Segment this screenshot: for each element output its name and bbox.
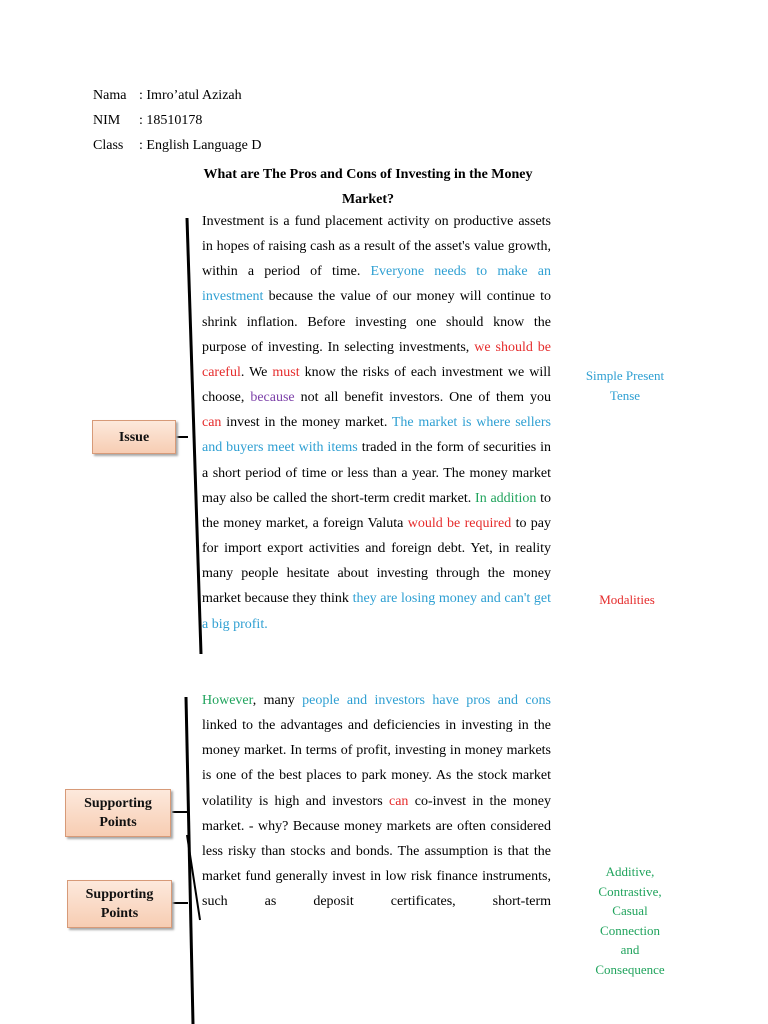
p1-text-5: . We bbox=[240, 364, 273, 380]
supporting-label-2b: Points bbox=[100, 906, 139, 921]
supporting-label-1b: Points bbox=[99, 815, 137, 830]
p1-text-11: invest in the money market. bbox=[221, 415, 392, 431]
p1-highlight-everyone: Everyone needs to make an investment bbox=[202, 264, 551, 305]
note-simple-present bbox=[565, 366, 685, 405]
supporting-label-1a: Supporting bbox=[84, 796, 152, 811]
title-line-1: What are The Pros and Cons of Investing in the Money bbox=[203, 167, 533, 182]
header-name-key: Nama bbox=[93, 88, 127, 103]
p1-highlight-would-be-required: would be required bbox=[407, 515, 512, 531]
p2-text-2: , many bbox=[252, 693, 303, 708]
note-conjunctions bbox=[570, 862, 690, 979]
p1-text-13: traded in the form of securities in a short period of time or less than a year. The money market may also be called the short-term credit market. bbox=[202, 440, 552, 506]
note-simple-present-a: Simple Present bbox=[585, 368, 665, 383]
p1-highlight-careful: we should be careful bbox=[202, 339, 551, 380]
p1-highlight-can: can bbox=[202, 415, 222, 431]
header-class-key: Class bbox=[93, 138, 124, 153]
support-bracket-line bbox=[186, 697, 193, 1024]
header-nim-value: : 18510178 bbox=[139, 113, 203, 128]
p1-highlight-losing-money: they are losing money and can't get a big profit. bbox=[202, 591, 551, 632]
note-conj-4: Connection bbox=[600, 922, 660, 938]
p2-highlight-can: can bbox=[389, 793, 409, 809]
header-nim-key: NIM bbox=[93, 113, 121, 128]
p1-text-9: not all benefit investors. One of them you bbox=[294, 390, 551, 406]
p1-highlight-must: must bbox=[272, 364, 300, 380]
note-modalities bbox=[567, 590, 687, 610]
supporting-points-box-2 bbox=[67, 880, 172, 928]
note-simple-present-b: Tense bbox=[609, 387, 641, 403]
title-line-2: Market? bbox=[341, 192, 395, 207]
supporting-points-box-1 bbox=[65, 789, 171, 837]
p2-highlight-people: people and investors have pros and cons bbox=[302, 693, 551, 708]
p1-highlight-in-addition: In addition bbox=[475, 490, 537, 506]
p1-text-7: know the risks of each investment we will choose, bbox=[202, 364, 551, 406]
p1-text-3: because the value of our money will continue to shrink inflation. Before investing one should know the purpose of investing. In selecting investments, bbox=[202, 289, 551, 355]
p1-text-17: to pay for import export activities and foreign debt. Yet, in reality many people hesitate about investing through the money market because they think bbox=[202, 515, 551, 607]
p2-highlight-however: However bbox=[202, 693, 253, 708]
paragraph-issue bbox=[202, 209, 551, 637]
note-conj-3: Casual bbox=[612, 903, 648, 918]
issue-label: Issue bbox=[118, 429, 150, 445]
issue-bracket-line bbox=[187, 218, 201, 654]
note-modalities-text: Modalities bbox=[599, 592, 655, 607]
p1-text-1: Investment is a fund placement activity on productive assets in hopes of raising cash as a result of the asset's value growth, within a period of time. bbox=[202, 214, 551, 280]
header-class-value: : English Language D bbox=[139, 138, 262, 153]
note-conj-2: Contrastive, bbox=[598, 883, 662, 899]
header-name-value: : Imro’atul Azizah bbox=[139, 88, 242, 103]
p2-text-4: linked to the advantages and deficiencies in investing in the money market. In terms of profit, investing in money markets is one of the best places to park money. As the stock market volatility is high and investors bbox=[202, 718, 551, 809]
issue-label-box bbox=[92, 420, 176, 454]
paragraph-supporting bbox=[202, 688, 551, 914]
note-conj-5: and bbox=[620, 942, 640, 957]
p1-text-15: to the money market, a foreign Valuta bbox=[202, 490, 552, 531]
p1-highlight-because: because bbox=[250, 390, 295, 406]
note-conj-6: Consequence bbox=[595, 961, 665, 977]
p2-text-6: co-invest in the money market. - why? Because money markets are often considered less risky than stocks and bonds. The assumption is that the market fund generally invest in low risk finance instruments, such as deposit certificates, short-term bbox=[202, 793, 552, 910]
supporting-label-2a: Supporting bbox=[85, 887, 154, 902]
p1-highlight-market: The market is where sellers and buyers meet with items bbox=[202, 415, 551, 456]
note-conj-1: Additive, bbox=[605, 864, 655, 879]
